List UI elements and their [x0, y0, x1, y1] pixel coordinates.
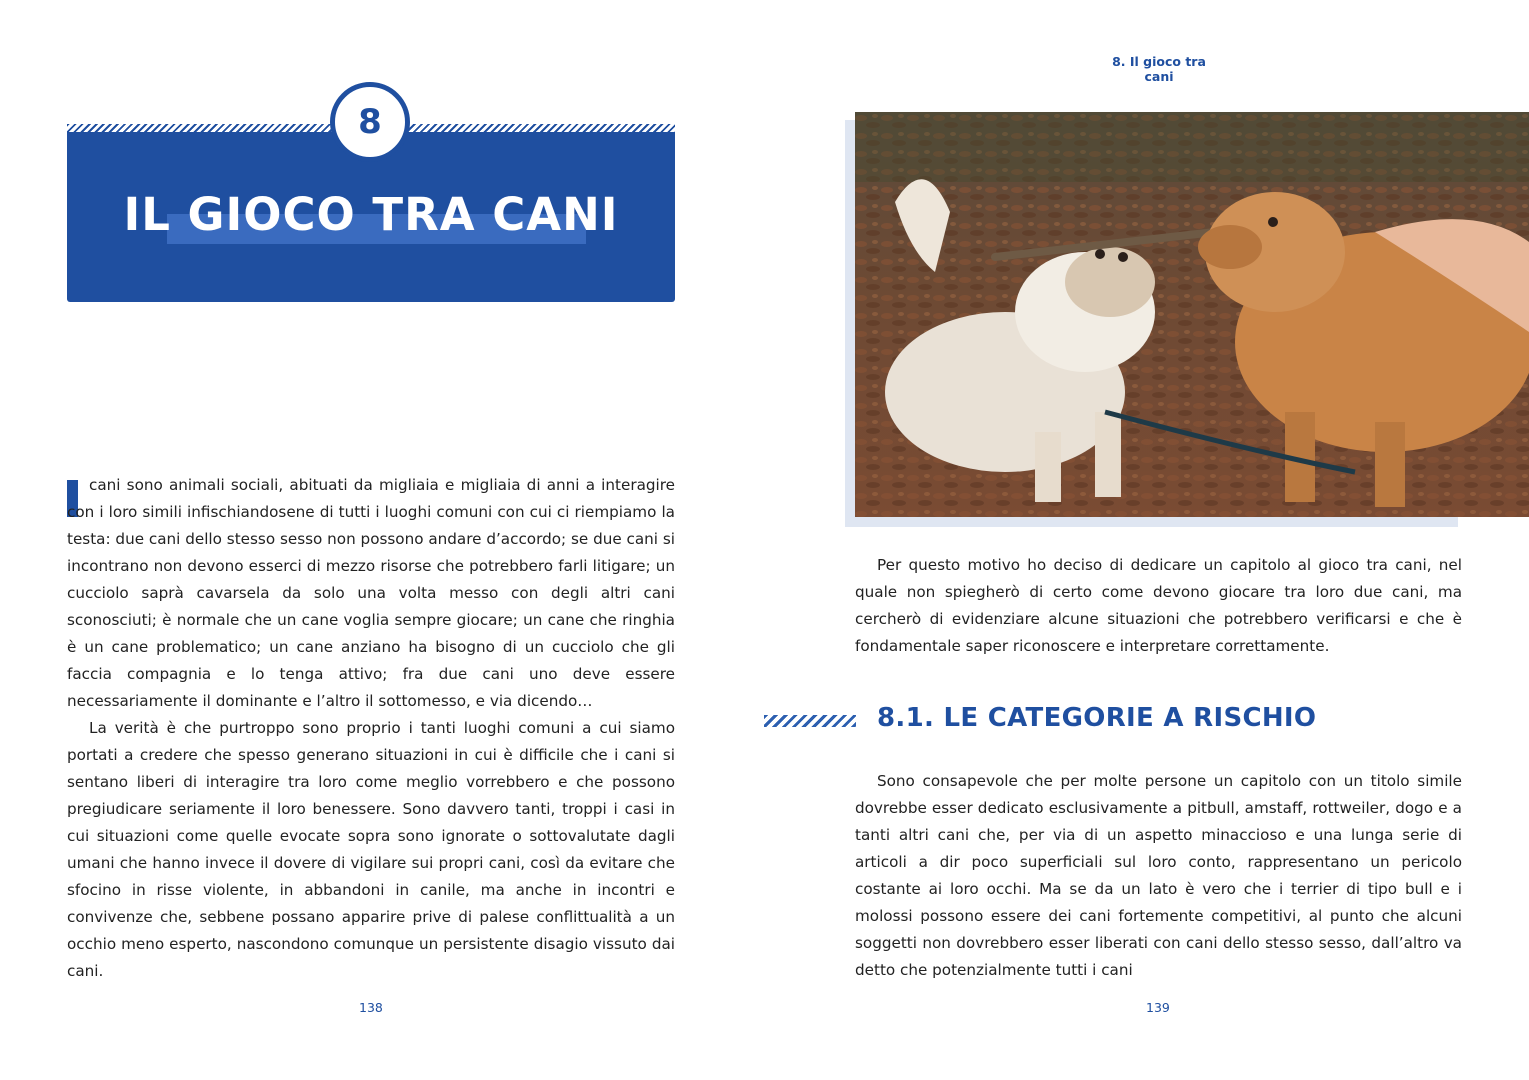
chapter-number-badge — [330, 82, 410, 162]
chapter-number: 8 — [358, 102, 382, 142]
page-number: 138 — [359, 1000, 383, 1015]
paragraph: Per questo motivo ho deciso di dedicare un capitolo al gioco tra cani, nel quale non spiegherò di certo come devono giocare tra loro due cani, ma cercherò di evidenziare alcune situazioni che potrebbero verificarsi e che è fondamentale saper riconoscere e interpretare correttamente. — [855, 556, 1462, 655]
section-body-text — [855, 768, 1462, 984]
dogs-photo — [855, 112, 1529, 517]
left-body-text — [67, 472, 675, 985]
page-number: 139 — [1146, 1000, 1170, 1015]
right-page — [764, 0, 1529, 1080]
paragraph: Sono consapevole che per molte persone un capitolo con un titolo simile dovrebbe esser dedicato esclusivamente a pitbull, amstaff, rottweiler, dogo e a tanti altri cani che, per via di un aspetto minaccioso e una lunga serie di articoli a dir poco superficiali sul loro conto, rappresentano un pericolo costante ai loro occhi. Ma se da un lato è vero che i terrier di tipo bull e i molossi possono essere dei cani fortemente competitivi, al punto che alcuni soggetti non dovrebbero esser liberati con cani dello stesso sesso, dall’altro va detto che potenzialmente tutti i cani — [855, 772, 1462, 979]
chapter-title: IL GIOCO TRA CANI — [123, 188, 619, 241]
section-title: 8.1. LE CATEGORIE A RISCHIO — [877, 703, 1317, 733]
left-page — [0, 0, 764, 1080]
paragraph: La verità è che purtroppo sono proprio i tanti luoghi comuni a cui siamo portati a credere che spesso generano situazioni in cui è difficile che i cani si sentano liberi di interagire tra loro come meglio vorrebbero e che possono pregiudicare seriamente il loro benessere. Sono davvero tanti, troppi i casi in cui situazioni come quelle evocate sopra sono ignorate o sottovalutate dagli umani che hanno invece il dovere di vigilare sui propri cani, così da evitare che sfocino in risse violente, in abbandoni in canile, ma anche in incontri e convivenze che, sebbene possano apparire prive di palese conflittualità a un occhio meno esperto, nascondono comunque un persistente disagio vissuto dai cani. — [67, 719, 675, 980]
section-stripe — [764, 715, 856, 727]
running-header: 8. Il gioco tra cani — [1112, 54, 1206, 84]
intro-text — [855, 552, 1462, 660]
paragraph: cani sono animali sociali, abituati da migliaia e migliaia di anni a interagire con i loro simili infischiandosene di tutti i luoghi comuni con cui ci riempiamo la testa: due cani dello stesso sesso non possono andare d’accordo; se due cani si incontrano non devono esserci di mezzo risorse che potrebbero farli litigare; un cucciolo saprà cavarsela da solo una volta messo con degli altri cani sconosciuti; è normale che un cane voglia sempre giocare; un cane che ringhia è un cane problematico; un cane anziano ha bisogno di un cucciolo che gli faccia compagnia e lo tenga attivo; fra due cani uno deve essere necessariamente il dominante e l’altro il sottomesso, e via dicendo… — [67, 476, 675, 710]
